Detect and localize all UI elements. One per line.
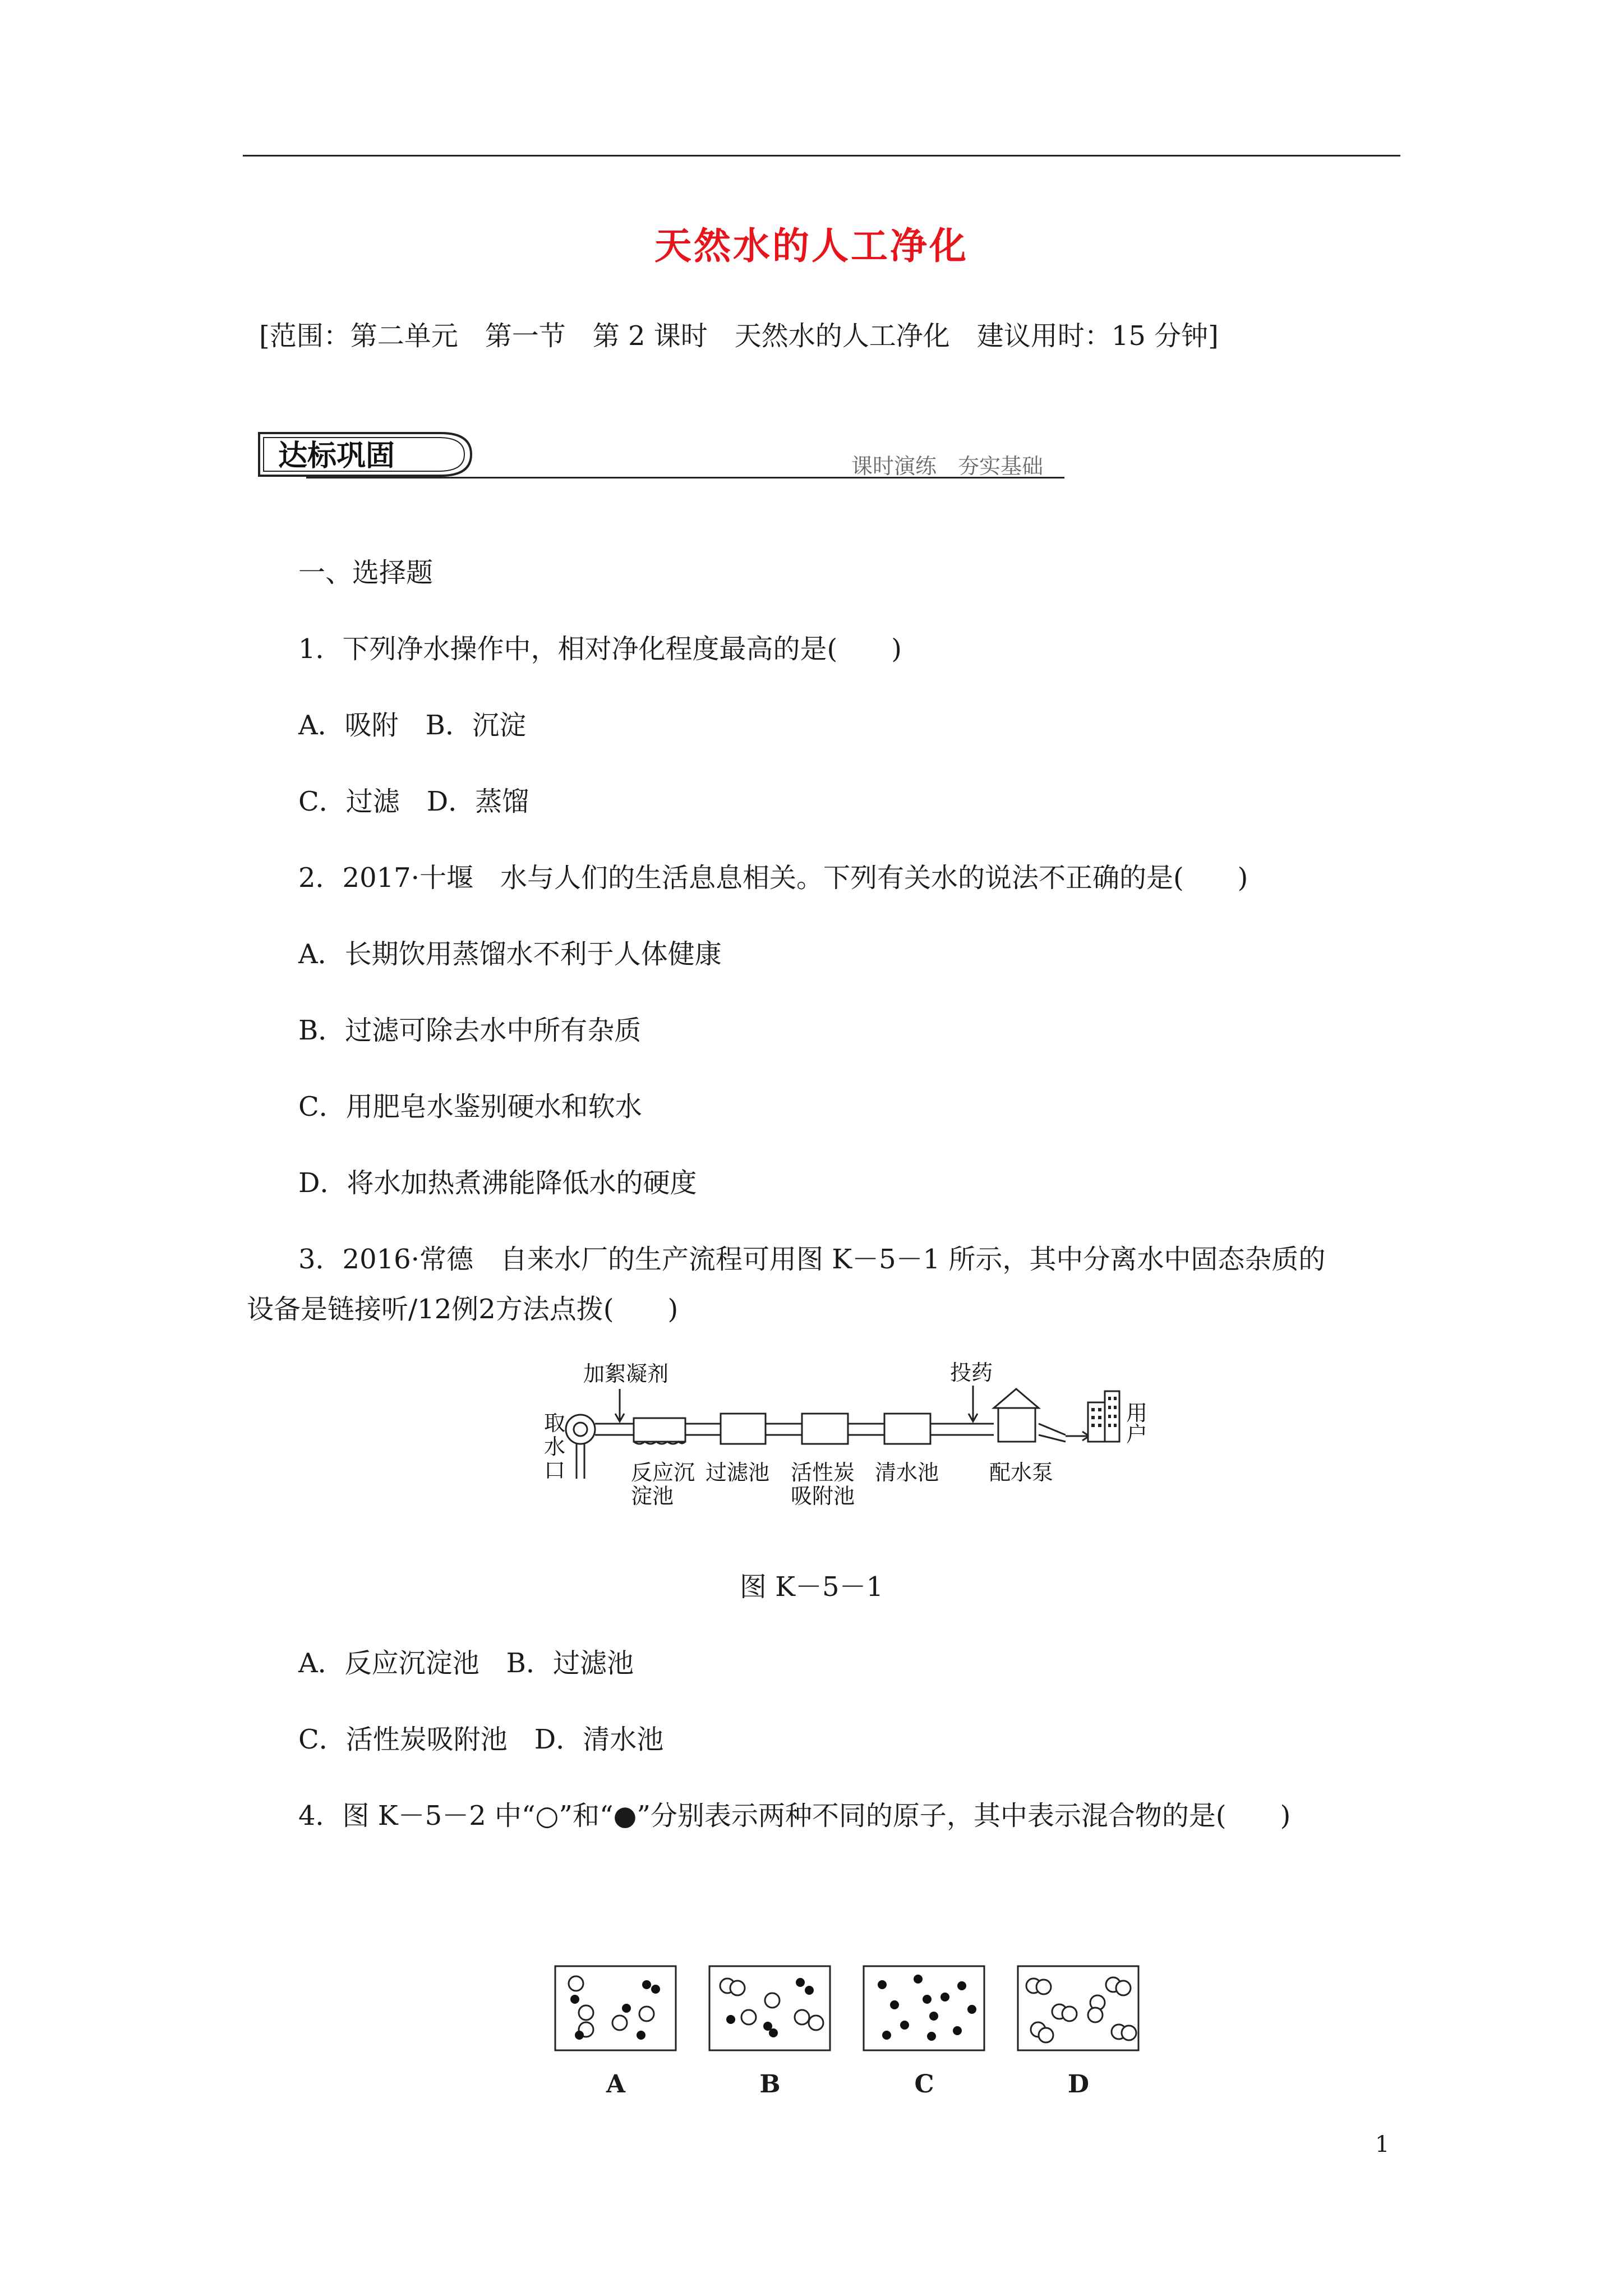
q2-option-c: C．用肥皂水鉴别硬水和软水 <box>298 1091 642 1122</box>
option-b-label: B <box>759 2070 781 2099</box>
option-c-label: C <box>914 2070 934 2099</box>
badge-subtitle: 课时演练 夯实基础 <box>851 454 1044 478</box>
q2-stem: 2．2017·十堰 水与人们的生活息息相关。下列有关水的说法不正确的是( ) <box>298 862 1248 894</box>
page-number: 1 <box>1375 2132 1390 2157</box>
option-a-label: A <box>606 2070 626 2099</box>
q1-options-ab: A．吸附 B．沉淀 <box>298 710 526 741</box>
coagulant-label: 加絮凝剂 <box>583 1361 669 1386</box>
header-rule <box>243 155 1400 157</box>
carbon-tank-label-2: 吸附池 <box>791 1484 855 1508</box>
q3-options-cd: C．活性炭吸附池 D．清水池 <box>298 1724 664 1755</box>
q3-stem-line1: 3．2016·常德 自来水厂的生产流程可用图 K－5－1 所示，其中分离水中固态杂质的 <box>298 1244 1326 1275</box>
q2-option-a: A．长期饮用蒸馏水不利于人体健康 <box>298 938 722 970</box>
reaction-tank-label-2: 淀池 <box>631 1484 674 1508</box>
intake-label-3: 口 <box>544 1458 566 1483</box>
intake-label-1: 取 <box>544 1411 566 1435</box>
badge-label: 达标巩固 <box>278 439 395 473</box>
water-plant-flow-diagram <box>527 1358 1161 1537</box>
filter-tank-label: 过滤池 <box>706 1460 770 1485</box>
q3-stem-line2: 设备是链接听/12例2方法点拨( ) <box>247 1294 679 1325</box>
q2-option-d: D．将水加热煮沸能降低水的硬度 <box>298 1167 697 1199</box>
q1-options-cd: C．过滤 D．蒸馏 <box>298 786 529 817</box>
reaction-tank-label-1: 反应沉 <box>631 1460 695 1485</box>
option-d-label: D <box>1067 2070 1090 2099</box>
intake-label-2: 水 <box>544 1434 566 1459</box>
q3-options-ab: A．反应沉淀池 B．过滤池 <box>298 1648 634 1679</box>
page-title: 天然水的人工净化 <box>654 224 969 268</box>
user-label-2: 户 <box>1126 1422 1148 1447</box>
section-badge <box>256 427 474 481</box>
user-label-1: 用 <box>1126 1401 1148 1425</box>
q1-stem: 1．下列净水操作中，相对净化程度最高的是( ) <box>298 633 902 665</box>
section-heading: 一、选择题 <box>298 557 434 588</box>
box-c <box>864 1966 984 2050</box>
q2-option-b: B．过滤可除去水中所有杂质 <box>298 1015 642 1046</box>
scope-line: [范围：第二单元 第一节 第 2 课时 天然水的人工净化 建议用时：15 分钟] <box>259 320 1219 352</box>
clear-tank-label: 清水池 <box>875 1460 939 1485</box>
dosing-label: 投药 <box>950 1360 993 1385</box>
figure-1-caption: 图 K－5－1 <box>739 1571 884 1603</box>
pump-label: 配水泵 <box>989 1460 1054 1485</box>
molecule-diagram <box>552 1963 1147 2053</box>
carbon-tank-label-1: 活性炭 <box>791 1460 855 1485</box>
q4-stem: 4．图 K－5－2 中“○”和“●”分别表示两种不同的原子，其中表示混合物的是( ) <box>298 1800 1291 1832</box>
